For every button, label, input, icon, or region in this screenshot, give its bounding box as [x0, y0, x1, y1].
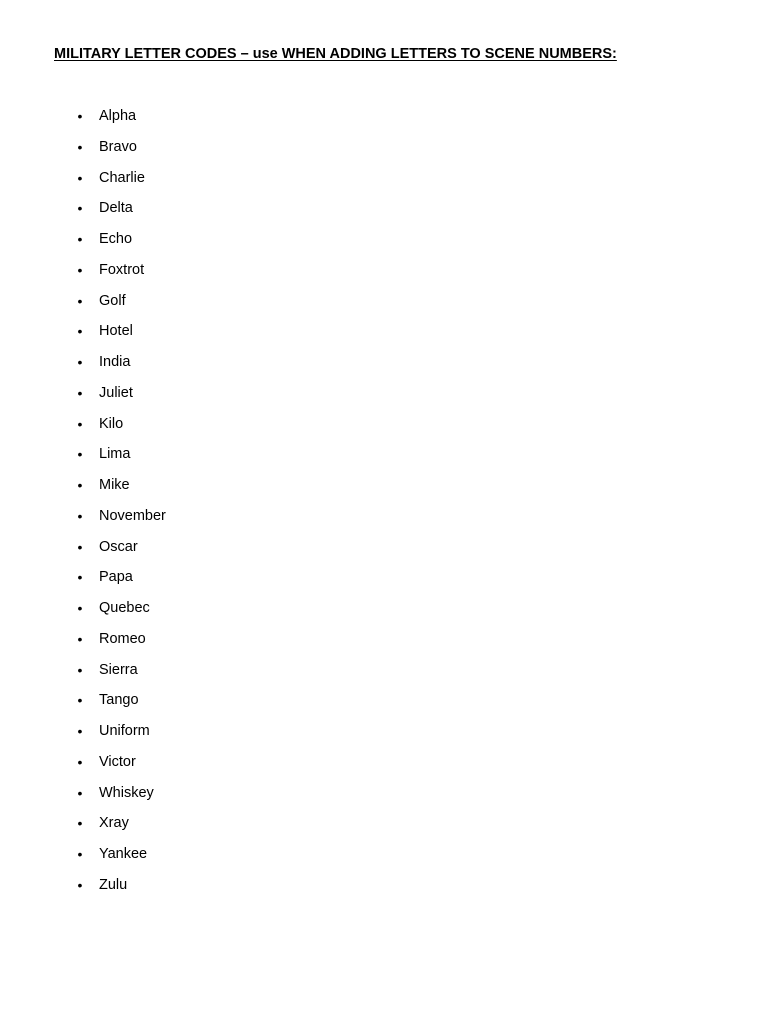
list-item [0, 228, 768, 259]
code-word: Whiskey [99, 784, 154, 801]
bullet-icon: • [77, 261, 83, 278]
list-item [0, 443, 768, 474]
code-word: Kilo [99, 415, 124, 432]
bullet-icon: • [77, 415, 83, 432]
list-item [0, 105, 768, 136]
list-item [0, 382, 768, 413]
bullet-icon: • [77, 815, 83, 832]
list-item [0, 320, 768, 351]
list-item [0, 566, 768, 597]
list-item [0, 505, 768, 536]
code-word: India [99, 354, 131, 370]
bullet-icon: • [77, 138, 83, 155]
bullet-icon: • [77, 108, 83, 124]
list-item [0, 259, 768, 290]
list-item [0, 843, 768, 874]
list-item [0, 689, 768, 720]
letter-code-list [0, 105, 768, 905]
code-word: Charlie [99, 169, 145, 186]
list-item [0, 597, 768, 628]
bullet-icon: • [77, 846, 83, 862]
bullet-icon: • [77, 723, 83, 739]
bullet-icon: • [77, 200, 83, 217]
code-word: Mike [99, 477, 130, 493]
bullet-icon: • [77, 507, 83, 524]
bullet-icon: • [77, 477, 83, 493]
bullet-icon: • [77, 538, 83, 555]
list-item [0, 782, 768, 813]
code-word: Tango [99, 692, 139, 709]
code-word: Hotel [99, 323, 133, 340]
code-word: Foxtrot [99, 261, 145, 278]
code-word: Zulu [99, 876, 128, 893]
code-word: Echo [99, 231, 133, 247]
bullet-icon: • [77, 323, 83, 340]
bullet-icon: • [77, 784, 83, 801]
list-item [0, 536, 768, 567]
list-item [0, 197, 768, 228]
bullet-icon: • [77, 446, 83, 463]
bullet-icon: • [77, 384, 83, 401]
list-item [0, 812, 768, 843]
bullet-icon: • [77, 354, 83, 370]
list-item [0, 659, 768, 690]
bullet-icon: • [77, 231, 83, 247]
code-word: Lima [99, 446, 131, 463]
code-word: Bravo [99, 138, 137, 155]
code-word: Papa [99, 569, 133, 586]
bullet-icon: • [77, 600, 83, 616]
code-word: Uniform [99, 723, 150, 739]
code-word: Sierra [99, 661, 138, 678]
list-item [0, 413, 768, 444]
code-word: Golf [99, 292, 126, 309]
list-item [0, 136, 768, 167]
code-word: Xray [99, 815, 129, 832]
list-item [0, 874, 768, 905]
code-word: Juliet [99, 384, 133, 401]
code-word: Romeo [99, 630, 146, 647]
bullet-icon: • [77, 630, 83, 647]
bullet-icon: • [77, 876, 83, 893]
list-item [0, 351, 768, 382]
list-item [0, 474, 768, 505]
page-title: MILITARY LETTER CODES – use WHEN ADDING LETTERS TO SCENE NUMBERS: [54, 46, 617, 62]
code-word: Delta [99, 200, 133, 217]
code-word: Alpha [99, 108, 137, 124]
bullet-icon: • [77, 692, 83, 709]
bullet-icon: • [77, 169, 83, 186]
code-word: Yankee [99, 846, 148, 862]
code-word: Quebec [99, 600, 150, 616]
list-item [0, 751, 768, 782]
list-item [0, 628, 768, 659]
bullet-icon: • [77, 292, 83, 309]
list-item [0, 720, 768, 751]
bullet-icon: • [77, 569, 83, 586]
bullet-icon: • [77, 661, 83, 678]
list-item [0, 290, 768, 321]
list-item [0, 167, 768, 198]
code-word: Oscar [99, 538, 138, 555]
bullet-icon: • [77, 753, 83, 770]
code-word: November [99, 507, 166, 524]
code-word: Victor [99, 753, 136, 770]
